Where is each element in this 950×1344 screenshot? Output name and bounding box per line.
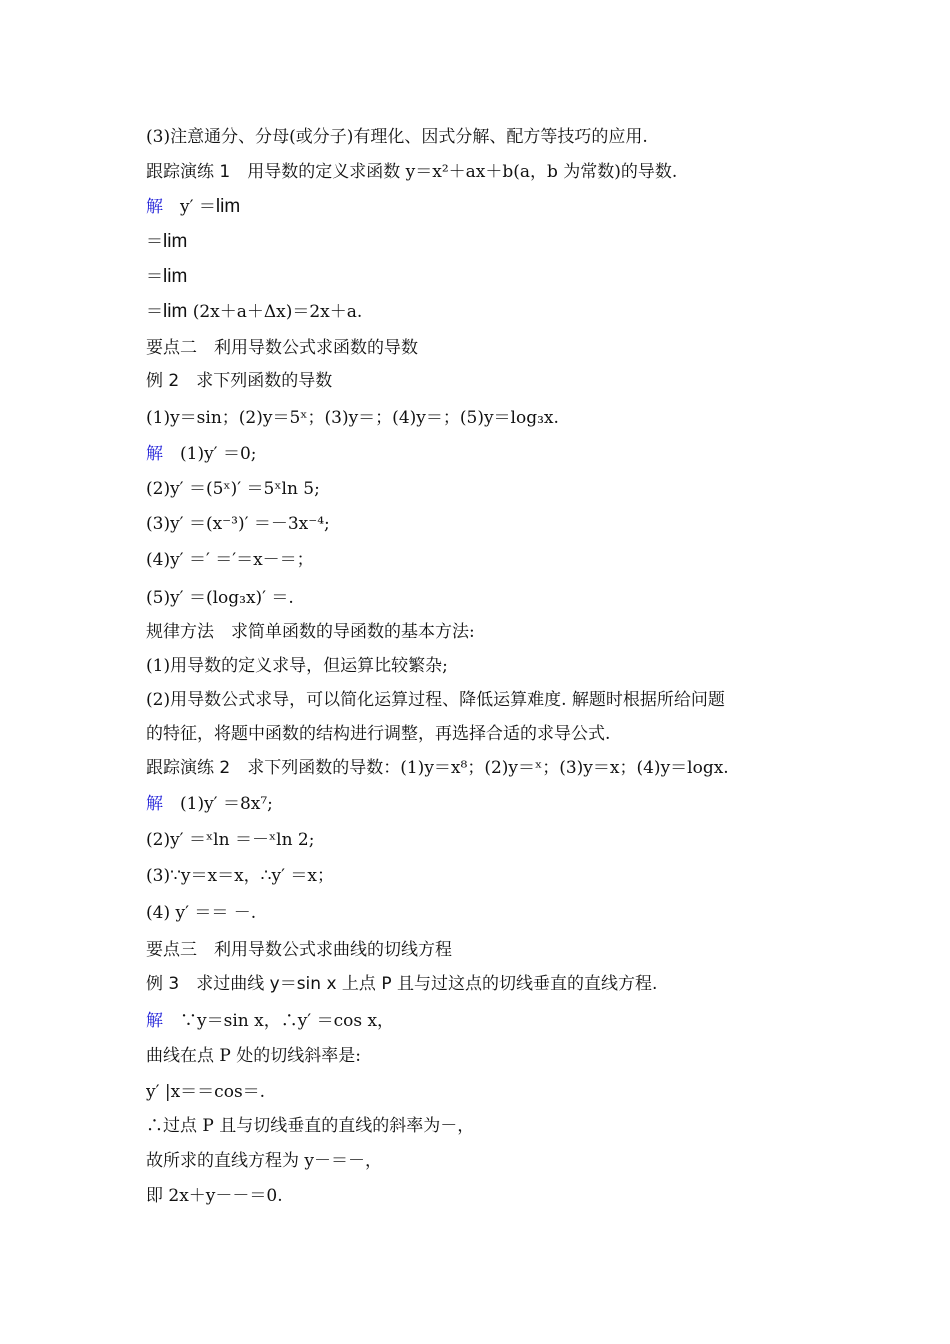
text-line [146, 898, 830, 928]
solution-step: y′ |x＝＝cos＝. [146, 1082, 266, 1102]
solution-step: (1)y′ ＝8x⁷; [180, 794, 273, 814]
section-heading: 要点三 利用导数公式求曲线的切线方程 [146, 940, 452, 960]
solution-step: (4)y′ ＝′ ＝′＝x－＝； [146, 550, 314, 570]
text-line [146, 192, 830, 222]
text-line [146, 617, 830, 647]
text-line [146, 366, 830, 396]
example-text: 求下列函数的导数 [196, 371, 333, 391]
method-item: (2)用导数公式求导，可以简化运算过程、降低运算难度. 解题时根据所给问题 [146, 690, 725, 710]
text-line [146, 439, 830, 469]
method-item: (1)用导数的定义求导，但运算比较繁杂; [146, 656, 448, 676]
solution-step: (4) y′ ＝＝ －. [146, 903, 257, 923]
text-line [146, 825, 830, 855]
text-line [146, 1041, 830, 1071]
exercise-label: 跟踪演练 2 [146, 758, 231, 778]
solution-step: 即 2x＋y－－＝0. [146, 1186, 283, 1206]
equals-sign: ＝ [146, 232, 163, 252]
text-line [146, 1006, 830, 1036]
text-line [146, 227, 830, 257]
solution-step: (2x＋a＋Δx)＝2x＋a. [192, 302, 363, 322]
solution-label: 解 [146, 197, 163, 217]
solution-step: (3)∵y＝x＝x，∴y′ ＝x； [146, 866, 334, 886]
solution-label: 解 [146, 444, 163, 464]
method-label: 规律方法 [146, 622, 214, 642]
text-line [146, 1146, 830, 1176]
lim-symbol: lim [163, 231, 188, 252]
solution-step: 故所求的直线方程为 y－＝－， [146, 1151, 383, 1171]
solution-step: y′ ＝ [180, 197, 216, 217]
equals-sign: ＝ [146, 267, 163, 287]
text-line [146, 1111, 830, 1141]
text-line [146, 157, 830, 187]
exercise-text: 用导数的定义求函数 y＝x²＋ax＋b(a，b 为常数)的导数. [247, 162, 678, 182]
exercise-text: 求下列函数的导数：(1)y＝x⁸；(2)y＝ˣ；(3)y＝x；(4)y＝logx. [247, 758, 729, 778]
solution-step: 曲线在点 P 处的切线斜率是: [146, 1046, 361, 1066]
solution-step: (5)y′ ＝(log₃x)′ ＝. [146, 588, 294, 608]
lim-symbol: lim [163, 266, 188, 287]
solution-step: (2)y′ ＝(5ˣ)′ ＝5ˣln 5; [146, 479, 320, 499]
text-line [146, 753, 830, 783]
text-line [146, 333, 830, 363]
text-line [146, 685, 830, 715]
solution-step: (1)y′ ＝0; [180, 444, 257, 464]
text-line [146, 651, 830, 681]
text-line [146, 262, 830, 292]
text-line [146, 509, 830, 539]
example-text: 求过曲线 y＝sin x 上点 P 且与过这点的切线垂直的直线方程. [196, 974, 658, 994]
method-text: 求简单函数的导函数的基本方法: [231, 622, 475, 642]
text-line [146, 1181, 830, 1211]
lim-symbol: lim [163, 301, 188, 322]
solution-label: 解 [146, 794, 163, 814]
text-line [146, 719, 830, 749]
solution-label: 解 [146, 1011, 163, 1031]
method-item-cont: 的特征，将题中函数的结构进行调整，再选择合适的求导公式. [146, 724, 611, 744]
example-label: 例 2 [146, 371, 180, 391]
equals-sign: ＝ [146, 302, 163, 322]
text-line [146, 789, 830, 819]
example-label: 例 3 [146, 974, 180, 994]
note-3: (3)注意通分、分母(或分子)有理化、因式分解、配方等技巧的应用. [146, 127, 648, 147]
solution-step: (2)y′ ＝ˣln ＝－ˣln 2; [146, 830, 315, 850]
text-line [146, 297, 830, 327]
text-line [146, 969, 830, 999]
text-line [146, 935, 830, 965]
text-line [146, 861, 830, 891]
solution-step: ∴过点 P 且与切线垂直的直线的斜率为－， [146, 1116, 475, 1136]
example-problems: (1)y＝sin；(2)y＝5ˣ；(3)y＝；(4)y＝；(5)y＝log₃x. [146, 408, 559, 428]
text-line [146, 474, 830, 504]
lim-symbol: lim [215, 196, 241, 217]
text-line [146, 403, 830, 433]
section-heading: 要点二 利用导数公式求函数的导数 [146, 338, 418, 358]
solution-step: ∵y＝sin x，∴y′ ＝cos x， [180, 1011, 395, 1031]
text-line [146, 583, 830, 613]
text-line [146, 122, 830, 152]
solution-step: (3)y′ ＝(x⁻³)′ ＝－3x⁻⁴; [146, 514, 330, 534]
exercise-label: 跟踪演练 1 [146, 162, 231, 182]
text-line [146, 545, 830, 575]
text-line [146, 1077, 830, 1107]
